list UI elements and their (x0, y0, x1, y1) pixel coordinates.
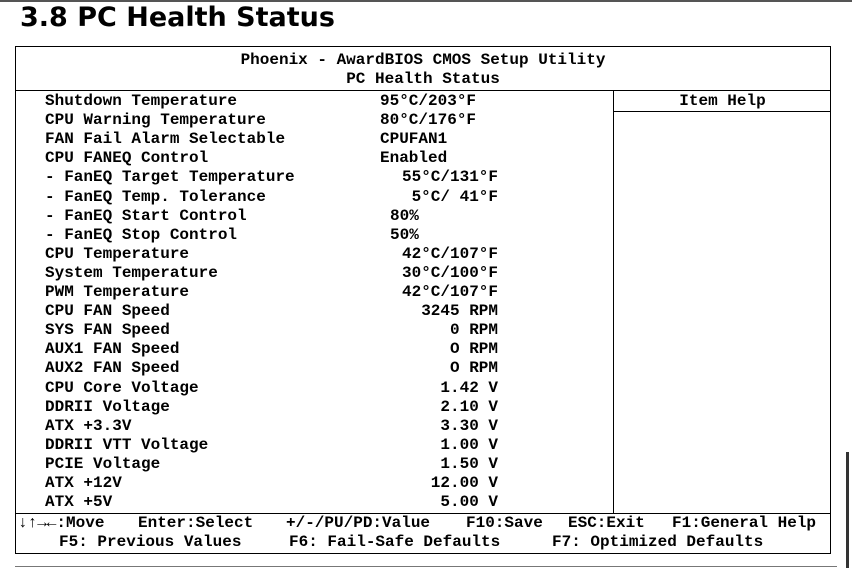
setting-row[interactable] (16, 149, 613, 168)
setting-label: DDRII Voltage (45, 397, 170, 416)
setting-label: DDRII VTT Voltage (45, 435, 209, 454)
key-exit: ESC:Exit (568, 514, 645, 532)
setting-row[interactable] (16, 398, 613, 417)
setting-row[interactable] (16, 417, 613, 436)
setting-label: FAN Fail Alarm Selectable (45, 130, 286, 149)
setting-label: CPU Warning Temperature (45, 111, 266, 130)
setting-row[interactable] (16, 436, 613, 455)
setting-value: 1.00 V (440, 435, 498, 454)
setting-value: 55°C/131°F (401, 168, 498, 187)
bios-page-title: PC Health Status (346, 70, 500, 88)
setting-row[interactable] (16, 207, 613, 226)
setting-value: 1.50 V (440, 454, 498, 473)
key-general-help: F1:General Help (672, 514, 817, 532)
setting-label: ATX +3.3V (45, 416, 132, 435)
setting-value: 3.30 V (440, 416, 498, 435)
setting-row[interactable] (16, 340, 613, 359)
setting-value: 50% (390, 225, 419, 244)
setting-row[interactable] (16, 321, 613, 340)
page-edge-mark (846, 452, 849, 568)
setting-value: 80°C/176°F (380, 111, 477, 130)
setting-value: 12.00 V (430, 474, 498, 492)
setting-label: CPU Core Voltage (45, 378, 199, 397)
help-panel-divider (613, 91, 614, 513)
setting-row[interactable] (16, 302, 613, 321)
setting-label: PCIE Voltage (45, 454, 161, 473)
setting-value: 3245 RPM (421, 302, 498, 321)
setting-value: O RPM (449, 359, 498, 378)
setting-value: 42°C/107°F (401, 283, 498, 301)
setting-row[interactable] (16, 455, 613, 474)
setting-label: Shutdown Temperature (45, 92, 238, 110)
setting-row[interactable] (16, 493, 613, 512)
setting-label: PWM Temperature (45, 283, 190, 301)
setting-row[interactable] (16, 264, 613, 283)
setting-label: - FanEQ Temp. Tolerance (45, 187, 266, 206)
setting-row[interactable] (16, 188, 613, 207)
setting-label: - FanEQ Target Temperature (45, 168, 295, 187)
setting-row[interactable] (16, 111, 613, 130)
setting-value: 30°C/100°F (401, 263, 498, 282)
setting-row[interactable] (16, 379, 613, 398)
setting-value: 1.42 V (440, 378, 498, 397)
setting-value: 95°C/203°F (380, 92, 477, 110)
key-fail-safe-defaults: F6: Fail-Safe Defaults (289, 533, 501, 551)
key-save: F10:Save (466, 514, 543, 532)
setting-label: ATX +5V (45, 493, 113, 512)
key-previous-values: F5: Previous Values (59, 533, 242, 551)
setting-label: - FanEQ Stop Control (45, 225, 238, 244)
setting-value: 5.00 V (440, 493, 498, 512)
setting-value: 0 RPM (449, 321, 498, 340)
setting-row[interactable] (16, 226, 613, 245)
key-move: ↓↑→←:Move (18, 514, 105, 532)
setting-value: 42°C/107°F (401, 244, 498, 263)
header-divider (16, 90, 830, 91)
key-select: Enter:Select (138, 514, 254, 532)
setting-row[interactable] (16, 168, 613, 187)
utility-title: Phoenix - AwardBIOS CMOS Setup Utility (240, 51, 606, 69)
setting-label: SYS FAN Speed (45, 321, 170, 340)
setting-row[interactable] (16, 283, 613, 302)
setting-label: CPU FANEQ Control (45, 149, 209, 168)
setting-row[interactable] (16, 130, 613, 149)
page-title: 3.8 PC Health Status (20, 2, 335, 33)
setting-value: 5°C/ 41°F (411, 187, 498, 206)
item-help-divider (614, 111, 831, 112)
setting-value: 80% (390, 206, 419, 225)
setting-row[interactable] (16, 474, 613, 493)
setting-value: Enabled (380, 149, 448, 168)
setting-label: - FanEQ Start Control (45, 206, 247, 225)
item-help-title: Item Help (679, 92, 766, 110)
setting-value: O RPM (449, 340, 498, 359)
setting-label: ATX +12V (45, 474, 122, 492)
setting-row[interactable] (16, 245, 613, 264)
setting-label: CPU FAN Speed (45, 302, 170, 321)
setting-value: CPUFAN1 (380, 130, 448, 149)
setting-label: AUX1 FAN Speed (45, 340, 180, 359)
key-value: +/-/PU/PD:Value (286, 514, 431, 532)
bottom-rule (15, 566, 837, 567)
key-optimized-defaults: F7: Optimized Defaults (552, 533, 764, 551)
setting-label: System Temperature (45, 263, 218, 282)
setting-row[interactable] (16, 92, 613, 111)
setting-row[interactable] (16, 359, 613, 378)
setting-label: CPU Temperature (45, 244, 190, 263)
bios-screen (15, 46, 831, 554)
setting-value: 2.10 V (440, 397, 498, 416)
setting-label: AUX2 FAN Speed (45, 359, 180, 378)
